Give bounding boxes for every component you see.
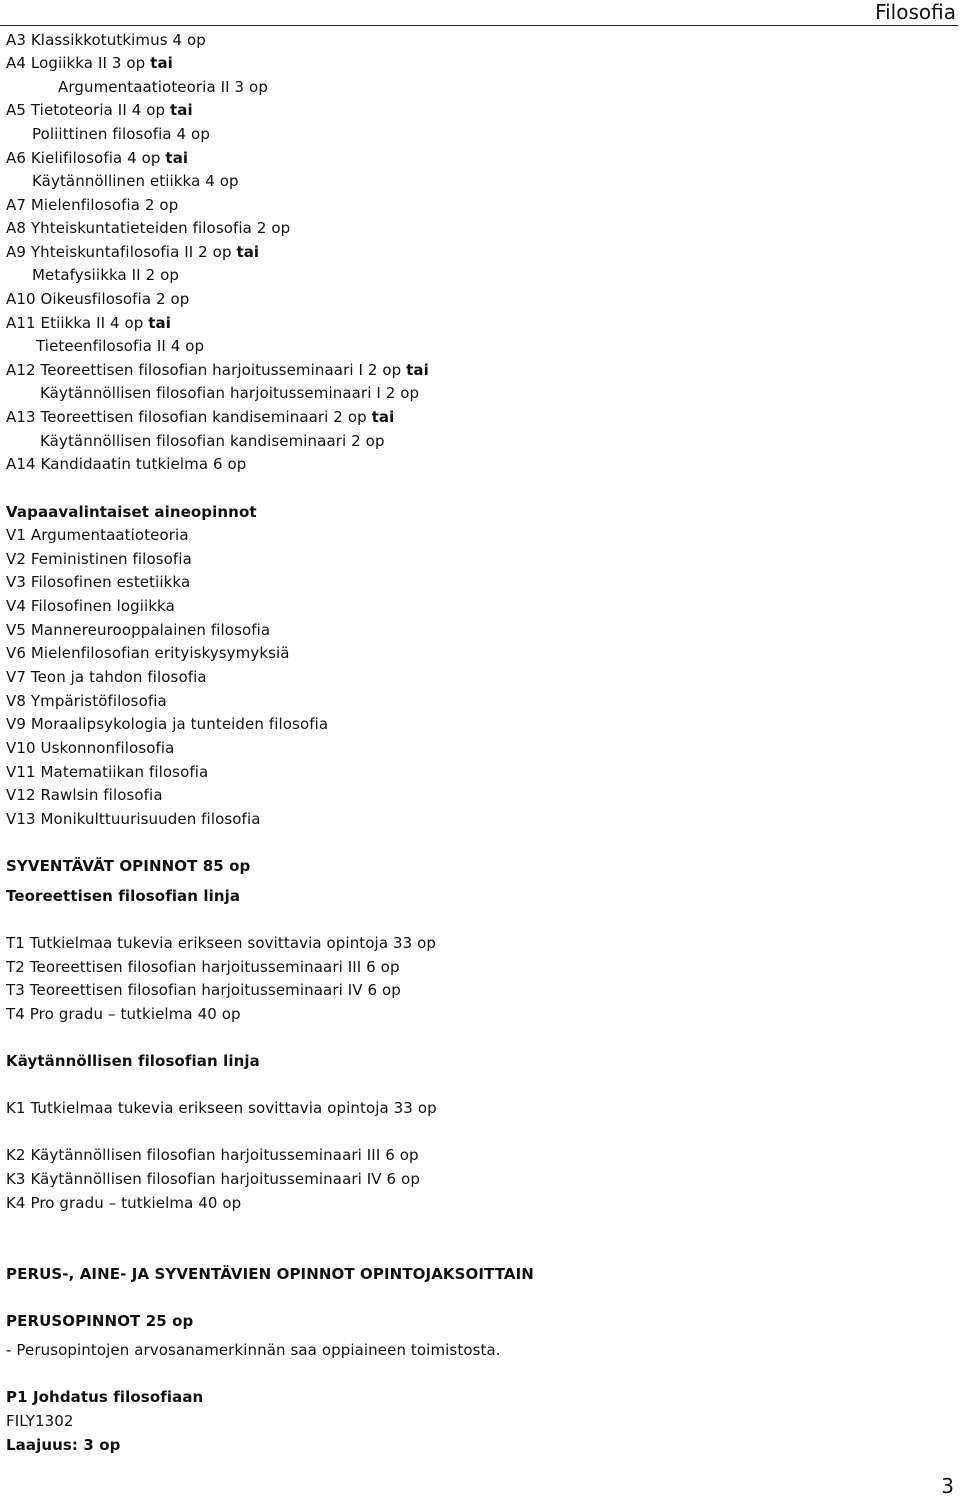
list-item xyxy=(6,810,261,829)
alternative-keyword: tai xyxy=(406,361,429,379)
list-item xyxy=(6,408,394,427)
list-item xyxy=(6,958,400,977)
page-number: 3 xyxy=(941,1474,954,1498)
line-text: Poliittinen filosofia 4 op xyxy=(32,125,210,143)
line-text: PERUS-, AINE- JA SYVENTÄVIEN OPINNOT OPINTOJAKSOITTAIN xyxy=(6,1265,534,1283)
list-item xyxy=(32,266,179,285)
line-text: A9 Yhteiskuntafilosofia II 2 op xyxy=(6,243,237,261)
line-text: A7 Mielenfilosofia 2 op xyxy=(6,196,179,214)
line-text: A11 Etiikka II 4 op xyxy=(6,314,149,332)
list-item xyxy=(6,149,188,168)
list-item xyxy=(6,573,190,592)
alternative-keyword: tai xyxy=(150,54,173,72)
section-heading xyxy=(6,1388,203,1407)
list-item xyxy=(40,432,385,451)
header-rule xyxy=(0,25,958,26)
list-item xyxy=(6,101,193,120)
line-text: SYVENTÄVÄT OPINNOT 85 op xyxy=(6,857,251,875)
list-item xyxy=(36,337,204,356)
list-item xyxy=(6,361,429,380)
line-text: T4 Pro gradu – tutkielma 40 op xyxy=(6,1005,241,1023)
alternative-keyword: tai xyxy=(165,149,189,167)
list-item xyxy=(6,1194,241,1213)
section-heading xyxy=(6,503,257,522)
list-item xyxy=(6,644,290,663)
line-text: V1 Argumentaatioteoria xyxy=(6,526,189,544)
alternative-keyword: tai xyxy=(148,314,172,332)
list-item xyxy=(6,290,189,309)
list-item xyxy=(40,384,419,403)
line-text: A10 Oikeusfilosofia 2 op xyxy=(6,290,190,308)
line-text: A12 Teoreettisen filosofian harjoitusseminaari I 2 op xyxy=(6,361,407,379)
list-item xyxy=(6,1412,74,1431)
section-heading xyxy=(6,857,250,876)
line-text: V9 Moraalipsykologia ja tunteiden filosofia xyxy=(6,715,329,733)
line-text: Käytännöllisen filosofian kandiseminaari 2 op xyxy=(40,432,385,450)
line-text: V8 Ympäristöfilosofia xyxy=(6,692,167,710)
line-text: Vapaavalintaiset aineopinnot xyxy=(6,503,257,521)
line-text: FILY1302 xyxy=(6,1412,74,1430)
section-heading xyxy=(6,1052,260,1071)
list-item xyxy=(6,54,173,73)
line-text: A5 Tietoteoria II 4 op xyxy=(6,101,171,119)
line-text: T1 Tutkielmaa tukevia erikseen sovittavia opintoja 33 op xyxy=(6,934,437,952)
list-item xyxy=(6,1005,241,1024)
line-text: PERUSOPINNOT 25 op xyxy=(6,1312,194,1330)
line-text: A6 Kielifilosofia 4 op xyxy=(6,149,166,167)
line-text: Käytännöllinen etiikka 4 op xyxy=(32,172,239,190)
line-text: V11 Matematiikan filosofia xyxy=(6,763,209,781)
list-item xyxy=(6,934,436,953)
list-item xyxy=(6,1099,437,1118)
line-text: V6 Mielenfilosofian erityiskysymyksiä xyxy=(6,644,290,662)
list-item xyxy=(6,455,246,474)
line-text: K2 Käytännöllisen filosofian harjoitusseminaari III 6 op xyxy=(6,1146,419,1164)
line-text: K3 Käytännöllisen filosofian harjoitusseminaari IV 6 op xyxy=(6,1170,420,1188)
line-text: V12 Rawlsin filosofia xyxy=(6,786,163,804)
line-text: V2 Feministinen filosofia xyxy=(6,550,192,568)
line-text: Argumentaatioteoria II 3 op xyxy=(58,78,268,96)
list-item xyxy=(6,739,174,758)
line-text: Metafysiikka II 2 op xyxy=(32,266,179,284)
list-item xyxy=(6,31,206,50)
line-text: V10 Uskonnonfilosofia xyxy=(6,739,175,757)
line-text: A14 Kandidaatin tutkielma 6 op xyxy=(6,455,247,473)
line-text: T3 Teoreettisen filosofian harjoitusseminaari IV 6 op xyxy=(6,981,401,999)
alternative-keyword: tai xyxy=(170,101,193,119)
section-heading xyxy=(6,887,240,906)
section-heading xyxy=(6,1436,120,1455)
line-text: V7 Teon ja tahdon filosofia xyxy=(6,668,207,686)
line-text: Teoreettisen filosofian linja xyxy=(6,887,241,905)
list-item xyxy=(6,1170,420,1189)
list-item xyxy=(6,597,175,616)
list-item xyxy=(6,763,208,782)
list-item xyxy=(6,219,290,238)
list-item xyxy=(6,526,189,545)
line-text: Käytännöllisen filosofian linja xyxy=(6,1052,260,1070)
list-item xyxy=(32,172,239,191)
line-text: A8 Yhteiskuntatieteiden filosofia 2 op xyxy=(6,219,291,237)
list-item xyxy=(6,668,207,687)
list-item xyxy=(6,196,178,215)
line-text: K4 Pro gradu – tutkielma 40 op xyxy=(6,1194,242,1212)
line-text: - Perusopintojen arvosanamerkinnän saa oppiaineen toimistosta. xyxy=(6,1341,501,1359)
line-text: V13 Monikulttuurisuuden filosofia xyxy=(6,810,261,828)
section-heading xyxy=(6,1265,534,1284)
alternative-keyword: tai xyxy=(371,408,395,426)
header-title: Filosofia xyxy=(875,0,956,24)
list-item xyxy=(6,243,259,262)
list-item xyxy=(6,1146,419,1165)
line-text: Laajuus: 3 op xyxy=(6,1436,121,1454)
line-text: A3 Klassikkotutkimus 4 op xyxy=(6,31,206,49)
list-item xyxy=(6,1341,501,1360)
list-item xyxy=(6,786,163,805)
list-item xyxy=(6,692,167,711)
line-text: T2 Teoreettisen filosofian harjoitusseminaari III 6 op xyxy=(6,958,400,976)
list-item xyxy=(6,981,401,1000)
list-item xyxy=(32,125,210,144)
section-heading xyxy=(6,1312,193,1331)
line-text: V5 Mannereurooppalainen filosofia xyxy=(6,621,271,639)
line-text: K1 Tutkielmaa tukevia erikseen sovittavia opintoja 33 op xyxy=(6,1099,437,1117)
line-text: A13 Teoreettisen filosofian kandiseminaari 2 op xyxy=(6,408,372,426)
line-text: V3 Filosofinen estetiikka xyxy=(6,573,191,591)
list-item xyxy=(6,715,328,734)
alternative-keyword: tai xyxy=(236,243,260,261)
line-text: Käytännöllisen filosofian harjoitusseminaari I 2 op xyxy=(40,384,420,402)
list-item xyxy=(6,550,192,569)
line-text: P1 Johdatus filosofiaan xyxy=(6,1388,204,1406)
list-item xyxy=(6,314,171,333)
line-text: V4 Filosofinen logiikka xyxy=(6,597,175,615)
list-item xyxy=(58,78,268,97)
list-item xyxy=(6,621,270,640)
line-text: Tieteenfilosofia II 4 op xyxy=(36,337,205,355)
line-text: A4 Logiikka II 3 op xyxy=(6,54,151,72)
